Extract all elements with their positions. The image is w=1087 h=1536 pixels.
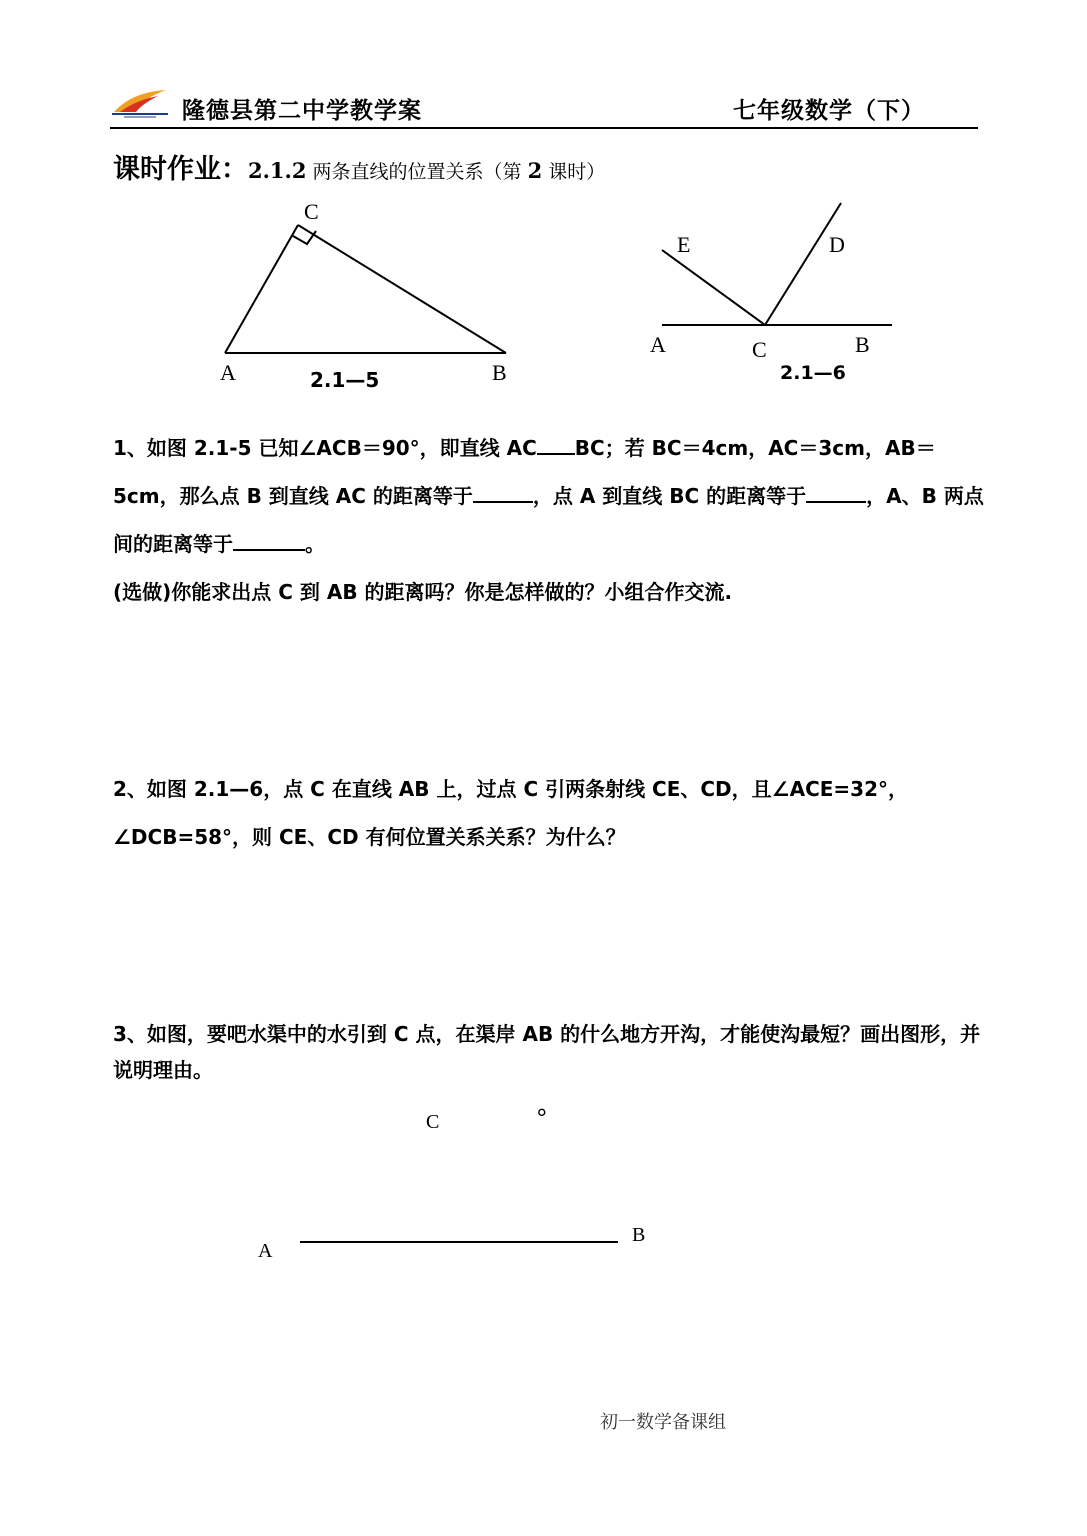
lesson-title: 两条直线的位置关系（第	[306, 161, 528, 183]
lesson-prefix: 课时作业：	[113, 154, 248, 185]
figure-2-1-5	[210, 195, 530, 395]
lesson-number: 2.1.2	[248, 158, 307, 183]
figure-2-1-6	[640, 195, 910, 395]
q2-text: 2、如图 2.1—6，点 C 在直线 AB 上，过点 C 引两条射线 CE、CD，且∠ACE=32°，∠DCB=58°，则 CE、CD 有何位置关系关系？为什么？	[113, 777, 908, 849]
q3-text: 3、如图，要吧水渠中的水引到 C 点，在渠岸 AB 的什么地方开沟，才能使沟最短？画出图形，并说明理由。	[113, 1022, 981, 1082]
q1-blank-relation[interactable]	[537, 433, 575, 455]
lesson-suffix: 课时）	[542, 161, 606, 183]
fig2-ray-cd	[765, 203, 841, 325]
grade-label: 七年级数学（下）	[733, 97, 925, 124]
fig2-label-c: C	[752, 337, 767, 362]
q1-text-1: 1、如图 2.1-5 已知∠ACB＝90°，即直线 AC	[113, 436, 537, 460]
q3-label-b: B	[632, 1224, 646, 1246]
question-2	[113, 765, 993, 861]
q1-text-2: BC；若 BC＝4cm，AC＝3cm，AB＝5cm，那么点 B 到直线 AC 的距离等于	[113, 436, 936, 508]
q1-text-3: ，点 A 到直线 BC 的距离等于	[532, 484, 807, 508]
fig1-segment-cb	[298, 225, 506, 353]
fig2-label-d: D	[829, 232, 845, 257]
fig1-label-b: B	[492, 360, 507, 385]
q3-point-c: °	[537, 1105, 547, 1131]
question-1	[113, 424, 993, 616]
q1-text-4: ，A、B 两点间的距离等于	[113, 484, 984, 556]
q1-blank-ab-distance[interactable]	[233, 529, 305, 551]
footer-group: 初一数学备课组	[600, 1412, 726, 1433]
fig2-label-a: A	[650, 332, 666, 357]
fig1-label-c: C	[304, 199, 319, 224]
lesson-no: 2	[527, 158, 543, 183]
q1-blank-b-to-ac[interactable]	[473, 481, 533, 503]
lesson-heading	[113, 147, 605, 186]
fig2-caption: 2.1—6	[780, 362, 846, 384]
header-rule	[110, 127, 978, 129]
q1-blank-a-to-bc[interactable]	[806, 481, 866, 503]
fig1-caption: 2.1—5	[310, 368, 380, 392]
fig2-label-e: E	[677, 232, 691, 257]
fig1-segment-ac	[225, 225, 298, 353]
fig2-ray-ce	[662, 250, 765, 325]
q1-text-5: 。	[305, 532, 325, 556]
q3-label-a: A	[258, 1240, 273, 1262]
q3-label-c: C	[426, 1111, 440, 1133]
school-logo	[110, 86, 170, 124]
question-3	[113, 1016, 993, 1088]
q1-optional: (选做)你能求出点 C 到 AB 的距离吗？你是怎样做的？小组合作交流.	[113, 580, 733, 604]
school-title: 隆德县第二中学教学案	[182, 97, 422, 124]
fig1-label-a: A	[220, 360, 236, 385]
figure-q3-canal	[250, 1095, 670, 1270]
fig2-label-b: B	[855, 332, 870, 357]
